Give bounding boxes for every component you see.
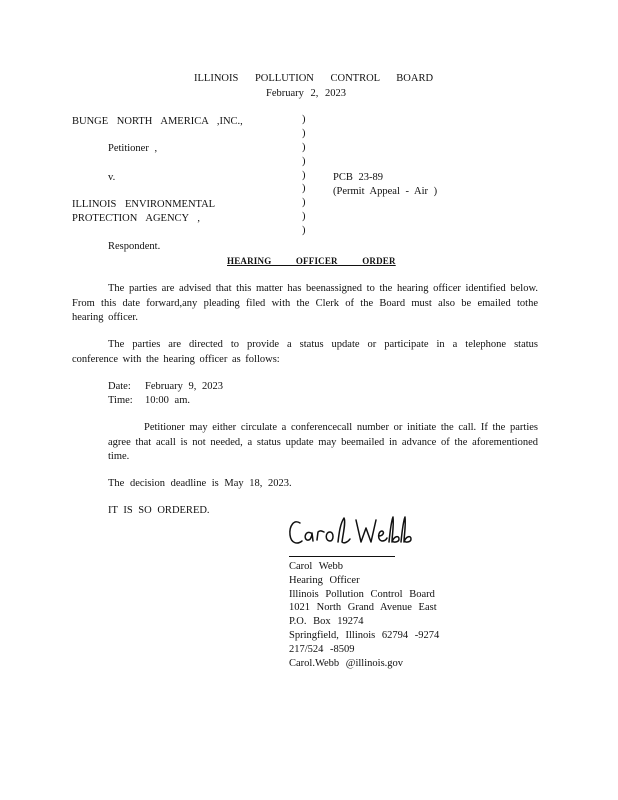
conference-time: 10:00 am. xyxy=(145,395,190,406)
paragraph-text: The parties are directed to provide a status update or participate in a telephone status conference with the hearing officer as follows: xyxy=(72,339,538,365)
caption-parentheses xyxy=(302,113,310,238)
case-type: (Permit Appeal - Air ) xyxy=(333,186,438,197)
case-number: PCB 23-89 xyxy=(333,172,383,183)
conference-date: February 9, 2023 xyxy=(145,381,224,392)
officer-name: Carol Webb xyxy=(289,561,343,572)
petitioner-name: BUNGE NORTH AMERICA ,INC., xyxy=(72,116,243,127)
order-date: February 2, 2023 xyxy=(266,88,347,99)
address-line1: 1021 North Grand Avenue East xyxy=(289,602,437,614)
paragraph-conference-call xyxy=(108,421,538,465)
paren: ) xyxy=(302,114,306,125)
officer-title: Hearing Officer xyxy=(289,574,360,586)
versus-label: v. xyxy=(108,172,116,183)
board-title: ILLINOIS POLLUTION CONTROL BOARD xyxy=(194,73,434,84)
paren: ) xyxy=(302,225,306,237)
time-label: Time: xyxy=(108,395,133,406)
paren: ) xyxy=(302,197,306,209)
paragraph-assignment xyxy=(72,282,538,326)
address-line2: P.O. Box 19274 xyxy=(289,616,364,628)
paren: ) xyxy=(302,141,306,153)
officer-email: Carol.Webb @illinois.gov xyxy=(289,657,404,669)
petitioner-label: Petitioner , xyxy=(108,143,158,154)
handwritten-signature xyxy=(286,512,416,556)
paragraph-text: Petitioner may either circulate a conferencecall number or initiate the call. If the parties agree that acall is not needed, a status update may beemailed in advance of the aforementioned time. xyxy=(108,422,538,462)
respondent-label: Respondent. xyxy=(108,241,161,252)
signature-block xyxy=(289,560,439,670)
paragraph-text: The parties are advised that this matter has beenassigned to the hearing officer identified below. From this date forward,any pleading filed with the Clerk of the Board must also be emailed tothe hearing officer. xyxy=(72,283,538,323)
paren: ) xyxy=(302,211,306,223)
officer-phone: 217/524 -8509 xyxy=(289,643,355,655)
respondent-name-line1: ILLINOIS ENVIRONMENTAL xyxy=(72,199,216,210)
paren: ) xyxy=(302,183,306,195)
paren: ) xyxy=(302,169,306,181)
respondent-name-line2: PROTECTION AGENCY , xyxy=(72,213,200,224)
so-ordered: IT IS SO ORDERED. xyxy=(108,505,210,516)
date-label: Date: xyxy=(108,381,131,392)
address-city: Springfield, Illinois 62794 -9274 xyxy=(289,629,440,641)
officer-organization: Illinois Pollution Control Board xyxy=(289,588,435,600)
signature-line xyxy=(289,556,395,557)
decision-deadline: The decision deadline is May 18, 2023. xyxy=(108,478,292,489)
paren: ) xyxy=(302,127,306,139)
paragraph-directive xyxy=(72,338,538,367)
order-heading: HEARING OFFICER ORDER xyxy=(227,256,396,266)
paren: ) xyxy=(302,155,306,167)
